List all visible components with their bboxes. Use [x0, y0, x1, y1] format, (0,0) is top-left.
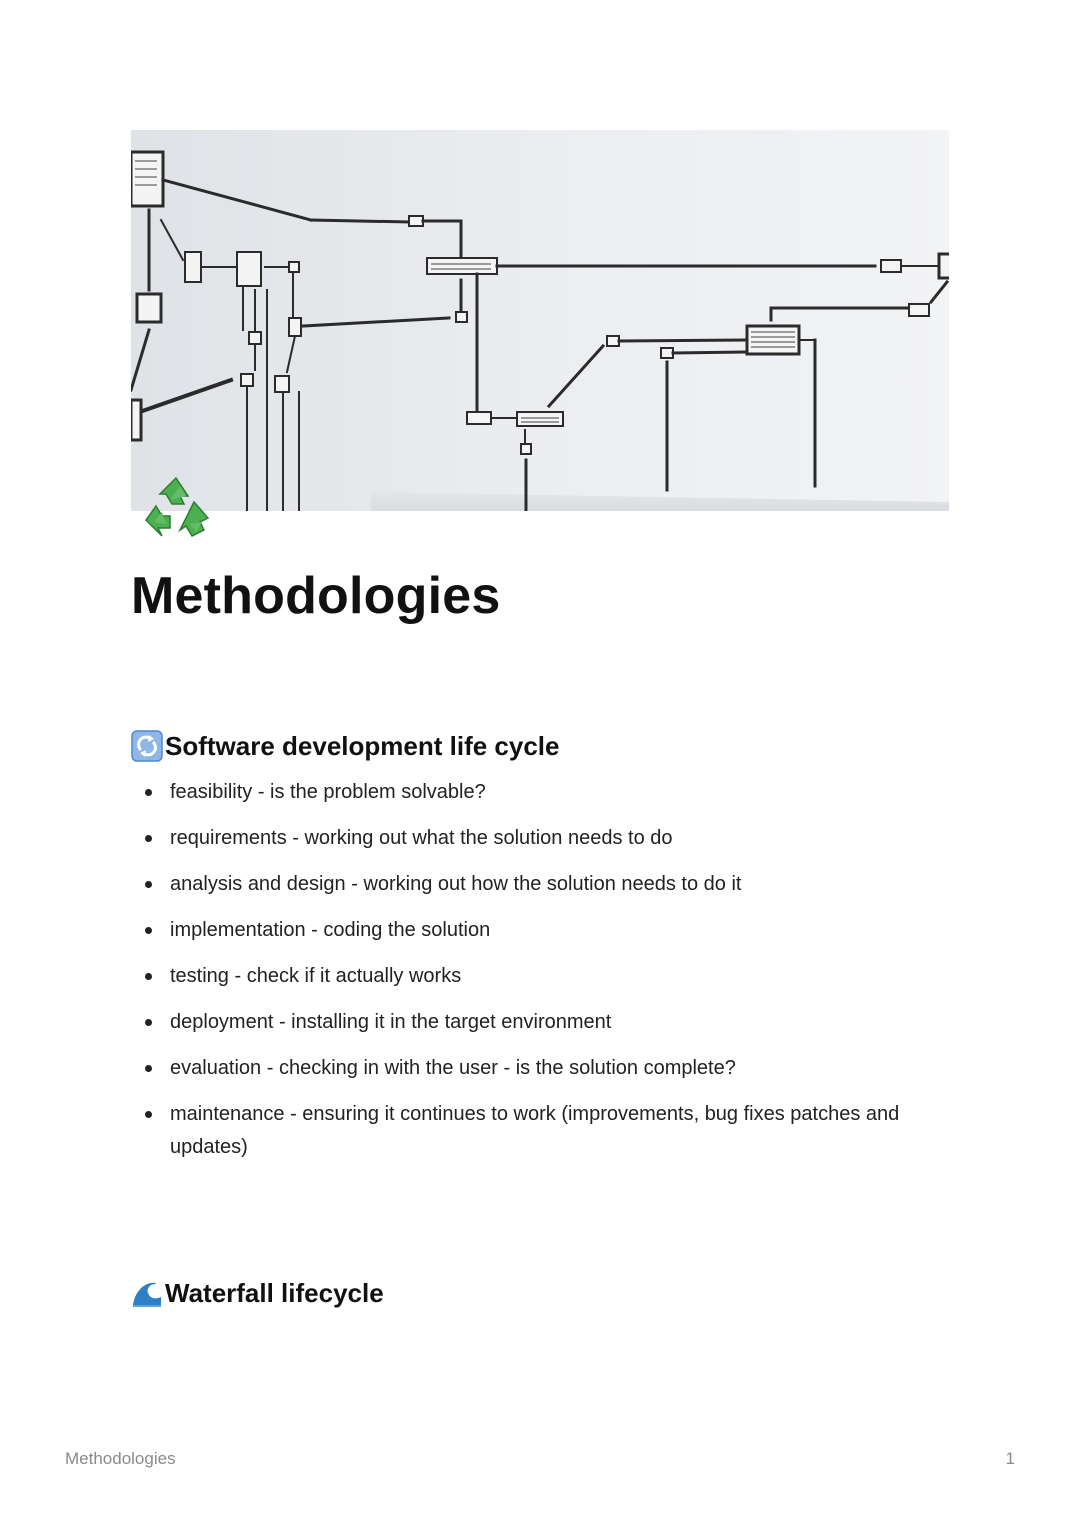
bullet-dot	[145, 973, 152, 980]
page-number: 1	[1005, 1449, 1015, 1468]
section-heading-text: Waterfall lifecycle	[165, 1277, 384, 1308]
bullet-dot	[145, 1065, 152, 1072]
list-item: requirements - working out what the solution needs to do	[131, 822, 941, 855]
cover-image	[131, 130, 949, 511]
water-wave-icon	[131, 1277, 163, 1309]
list-item: feasibility - is the problem solvable?	[131, 776, 941, 809]
list-item: analysis and design - working out how the solution needs to do it	[131, 868, 941, 901]
list-item: deployment - installing it in the target environment	[131, 1006, 941, 1039]
section-heading-waterfall	[131, 1277, 384, 1309]
list-item: evaluation - checking in with the user - is the solution complete?	[131, 1052, 941, 1085]
flowchart-wall-illustration	[131, 130, 949, 511]
arrows-cycle-icon	[131, 730, 163, 762]
sdlc-list	[131, 776, 941, 1177]
list-item: implementation - coding the solution	[131, 914, 941, 947]
list-item: maintenance - ensuring it continues to work (improvements, bug fixes patches and updates)	[131, 1098, 941, 1164]
list-item: testing - check if it actually works	[131, 960, 941, 993]
page-title: Methodologies	[131, 567, 501, 625]
bullet-dot	[145, 927, 152, 934]
recycle-icon	[136, 472, 216, 552]
bullet-dot	[145, 1111, 152, 1118]
footer-title: Methodologies	[65, 1449, 176, 1468]
bullet-dot	[145, 881, 152, 888]
section-heading-sdlc	[131, 730, 559, 762]
bullet-dot	[145, 1019, 152, 1026]
bullet-dot	[145, 789, 152, 796]
bullet-dot	[145, 835, 152, 842]
section-heading-text: Software development life cycle	[165, 730, 560, 761]
